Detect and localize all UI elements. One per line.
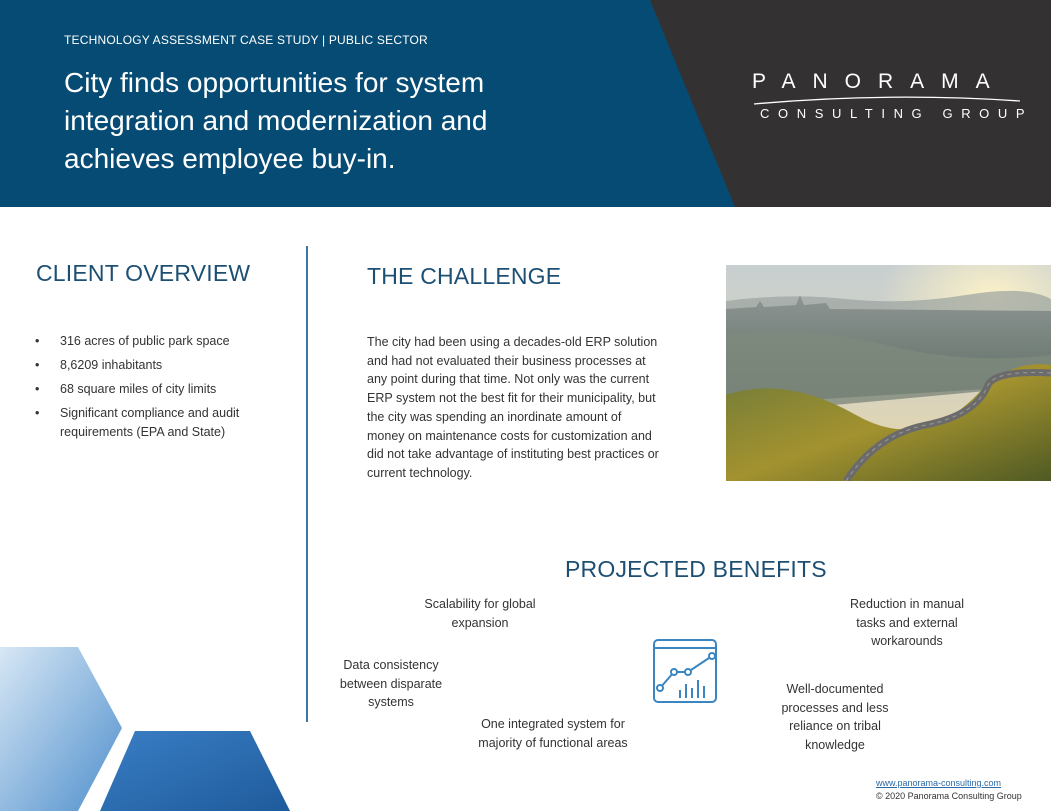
list-item-text: Significant compliance and audit requirements (EPA and State)	[60, 406, 240, 439]
client-overview-list	[35, 332, 285, 447]
footer-copyright: © 2020 Panorama Consulting Group	[876, 791, 1022, 801]
list-item	[35, 356, 285, 375]
benefit-reduction: Reduction in manual tasks and external workarounds	[850, 597, 964, 649]
benefit-integrated: One integrated system for majority of functional areas	[478, 717, 628, 750]
list-item-text: 8,6209 inhabitants	[60, 358, 163, 372]
eyebrow-label: TECHNOLOGY ASSESSMENT CASE STUDY | PUBLIC SECTOR	[64, 33, 428, 47]
client-overview-title: CLIENT OVERVIEW	[36, 260, 251, 286]
vertical-divider	[306, 246, 308, 722]
bullet-icon: •	[35, 334, 40, 348]
list-item	[35, 380, 285, 399]
list-item-text: 68 square miles of city limits	[60, 382, 217, 396]
challenge-title: THE CHALLENGE	[367, 263, 562, 289]
benefit-consistency: Data consistency between disparate systems	[339, 658, 443, 710]
bullet-icon: •	[35, 358, 40, 372]
bullet-icon: •	[35, 406, 40, 420]
bullet-icon: •	[35, 382, 40, 396]
line-chart-icon	[652, 638, 720, 706]
challenge-body: The city had been using a decades-old ERP solution and had not evaluated their business processes at any point during that time. Not only was the current ERP system not the best fit for their municipality, but the city was spending an inordinate amount of money on maintenance costs for customization and did not take advantage of instituting best practices or current technology.	[367, 335, 659, 480]
benefit-scalability: Scalability for global expansion	[424, 597, 536, 630]
benefit-documented: Well-documented processes and less reliance on tribal knowledge	[781, 682, 889, 753]
decorative-hexagons	[0, 640, 290, 811]
logo-subtitle: CONSULTING GROUP	[760, 106, 1034, 121]
page-headline: City finds opportunities for system integration and modernization and achieves employee buy-in.	[64, 67, 488, 174]
list-item	[35, 404, 285, 442]
logo-wordmark: PANORAMA	[752, 70, 1007, 93]
list-item-text: 316 acres of public park space	[60, 334, 230, 348]
city-landscape-photo	[726, 265, 1051, 481]
footer-website-link[interactable]: www.panorama-consulting.com	[876, 778, 1002, 788]
benefits-title: PROJECTED BENEFITS	[565, 556, 827, 582]
list-item	[35, 332, 285, 351]
